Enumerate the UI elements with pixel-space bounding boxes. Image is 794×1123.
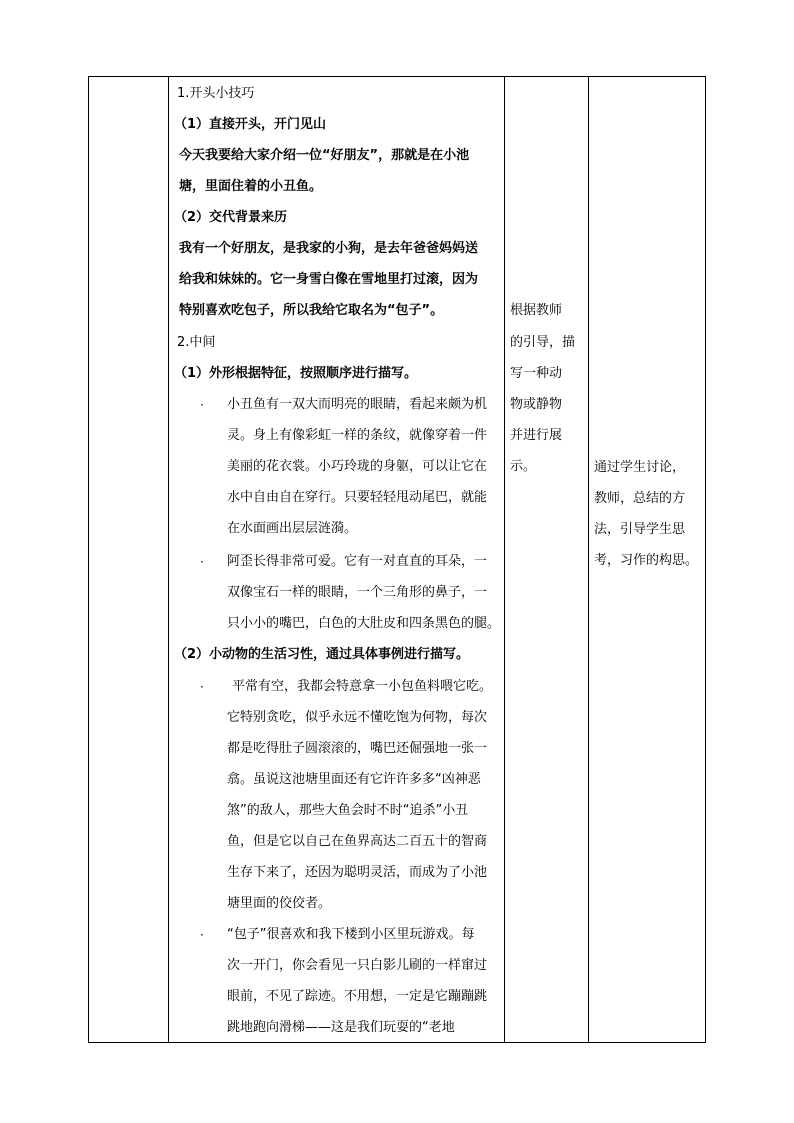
text-line: 给我和妹妹的。它一身雪白像在雪地里打过滚，因为 — [179, 272, 479, 287]
text-line: 都是吃得肚子圆滚滚的，嘴巴还倔强地一张一 — [227, 741, 488, 756]
subheading: （1）外形根据特征，按照顺序进行描写。 — [174, 366, 418, 381]
text-line: 的引导，描 — [510, 335, 576, 350]
text-line: 双像宝石一样的眼睛，一个三角形的鼻子，一 — [227, 585, 488, 600]
text-line: 今天我要给大家介绍一位“好朋友”，那就是在小池 — [179, 148, 470, 163]
text-line: 在水面画出层层涟漪。 — [227, 521, 358, 536]
subheading: （1）直接开头，开门见山 — [174, 117, 327, 132]
text-line: 生存下来了，还因为聪明灵活，而成为了小池 — [227, 865, 488, 880]
subheading: （2）小动物的生活习性，通过具体事例进行描写。 — [174, 647, 470, 662]
text-line: 通过学生讨论， — [594, 460, 686, 475]
text-line: 煞”的敌人，那些大鱼会时不时“追杀”小丑 — [227, 803, 469, 818]
text-line: 塘，里面住着的小丑鱼。 — [179, 179, 323, 194]
text-line: 它特别贪吃，似乎永远不懂吃饱为何物，每次 — [227, 710, 488, 725]
text-line: 阿歪长得非常可爱。它有一对直直的耳朵，一 — [227, 554, 488, 569]
text-line: 翕。虽说这池塘里面还有它许许多多“凶神恶 — [227, 772, 481, 787]
text-line: 灵。身上有像彩虹一样的条纹，就像穿着一件 — [227, 428, 488, 443]
text-line: 次一开门，你会看见一只白影儿刷的一样窜过 — [227, 958, 488, 973]
column-divider-1 — [168, 77, 169, 1042]
text-line: 示。 — [510, 459, 537, 474]
text-line: 我有一个好朋友，是我家的小狗，是去年爸爸妈妈送 — [179, 241, 479, 256]
text-line: 眼前，不见了踪迹。不用想，一定是它蹦蹦跳 — [227, 989, 488, 1004]
subheading: （2）交代背景来历 — [174, 210, 288, 225]
text-line: 教师，总结的方 — [594, 491, 686, 506]
column-divider-3 — [588, 77, 589, 1042]
text-line: 平常有空，我都会特意拿一小包鱼料喂它吃。 — [232, 679, 493, 694]
text-line: 根据教师 — [510, 303, 563, 318]
bullet-point: · — [200, 680, 204, 694]
lesson-plan-table — [88, 76, 706, 1043]
column-divider-2 — [504, 77, 505, 1042]
text-line: 美丽的花衣裳。小巧玲珑的身躯，可以让它在 — [227, 459, 488, 474]
text-line: 鱼，但是它以自己在鱼界高达二百五十的智商 — [227, 834, 488, 849]
text-line: 塘里面的佼佼者。 — [227, 896, 332, 911]
text-line: 特别喜欢吃包子，所以我给它取名为“包子”。 — [179, 303, 444, 318]
section-heading: 1.开头小技巧 — [177, 86, 255, 101]
text-line: 物或静物 — [510, 397, 563, 412]
text-line: 小丑鱼有一双大而明亮的眼睛，看起来颇为机 — [227, 397, 488, 412]
text-line: 只小小的嘴巴，白色的大肚皮和四条黑色的腿。 — [227, 616, 501, 631]
bullet-point: · — [200, 928, 204, 942]
text-line: 跳地跑向滑梯——这是我们玩耍的“老地 — [227, 1020, 455, 1035]
text-line: “包子”很喜欢和我下楼到小区里玩游戏。每 — [227, 927, 475, 942]
text-line: 写一种动 — [510, 366, 563, 381]
text-line: 考，习作的构思。 — [594, 553, 699, 568]
text-line: 水中自由自在穿行。只要轻轻甩动尾巴，就能 — [227, 490, 488, 505]
bullet-point: · — [200, 555, 204, 569]
bullet-point: · — [200, 398, 204, 412]
text-line: 并进行展 — [510, 428, 563, 443]
section-heading: 2.中间 — [177, 335, 216, 350]
text-line: 法，引导学生思 — [594, 522, 686, 537]
